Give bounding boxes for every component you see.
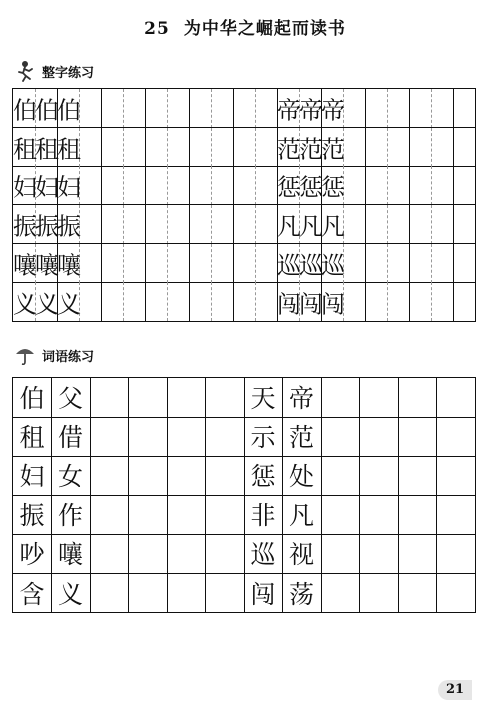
grid-cell: [35, 128, 58, 167]
grid-cell: [35, 166, 58, 205]
grid-cell: [90, 378, 129, 418]
grid-character: 非: [250, 501, 276, 531]
grid-cell: [360, 378, 399, 418]
grid-character: 作: [57, 501, 83, 531]
grid-cell: [129, 378, 168, 418]
grid-cell: [57, 89, 80, 128]
grid-cell: [321, 128, 344, 167]
grid-cell: [189, 89, 212, 128]
grid-cell: [277, 282, 300, 321]
grid-cell: [398, 573, 437, 613]
grid-cell: [255, 205, 278, 244]
grid-cell: [299, 128, 322, 167]
grid-character: 示: [250, 423, 276, 453]
grid-character: 嚷: [13, 251, 37, 280]
grid-character: 凡: [299, 212, 323, 241]
grid-cell: [437, 378, 476, 418]
grid-cell: [321, 534, 360, 574]
grid-cell: [321, 282, 344, 321]
grid-cell: [13, 456, 52, 496]
grid-cell: [189, 128, 212, 167]
grid-cell: [167, 166, 190, 205]
grid-character: 义: [35, 290, 59, 319]
grid-cell: [35, 244, 58, 283]
grid-cell: [431, 89, 454, 128]
grid-cell: [277, 89, 300, 128]
grid-character: 巡: [277, 251, 301, 280]
grid-cell: [233, 166, 256, 205]
grid-cell: [101, 205, 124, 244]
grid-cell: [233, 244, 256, 283]
grid-cell: [365, 205, 388, 244]
grid-cell: [437, 573, 476, 613]
grid-cell: [365, 244, 388, 283]
grid-cell: [167, 534, 206, 574]
grid-cell: [437, 495, 476, 535]
grid-character: 女: [57, 462, 83, 492]
word-practice-grid: [12, 377, 476, 613]
grid-cell: [167, 244, 190, 283]
grid-cell: [13, 89, 36, 128]
grid-cell: [13, 534, 52, 574]
section-header-word-practice: [14, 344, 94, 366]
grid-cell: [13, 573, 52, 613]
grid-character: 范: [321, 135, 345, 164]
grid-cell: [244, 378, 283, 418]
grid-cell: [52, 573, 91, 613]
grid-character: 闯: [250, 579, 276, 609]
grid-cell: [343, 89, 366, 128]
grid-cell: [343, 244, 366, 283]
grid-cell: [79, 166, 102, 205]
grid-cell: [360, 534, 399, 574]
grid-character: 伯: [19, 384, 45, 414]
grid-cell: [453, 128, 476, 167]
grid-character: 振: [19, 501, 45, 531]
grid-character: 振: [35, 212, 59, 241]
grid-character: 嚷: [35, 251, 59, 280]
grid-cell: [277, 166, 300, 205]
grid-character: 嚷: [57, 251, 81, 280]
grid-character: 妇: [13, 173, 37, 202]
grid-cell: [211, 205, 234, 244]
grid-cell: [409, 282, 432, 321]
grid-cell: [233, 89, 256, 128]
grid-character: 处: [288, 462, 314, 492]
grid-cell: [13, 282, 36, 321]
grid-cell: [123, 89, 146, 128]
grid-cell: [437, 417, 476, 457]
grid-cell: [321, 205, 344, 244]
grid-cell: [101, 128, 124, 167]
grid-character: 荡: [288, 579, 314, 609]
grid-cell: [387, 244, 410, 283]
grid-cell: [52, 456, 91, 496]
grid-cell: [167, 417, 206, 457]
grid-cell: [206, 495, 245, 535]
grid-cell: [189, 282, 212, 321]
page-title: [0, 14, 490, 39]
grid-cell: [431, 205, 454, 244]
grid-cell: [79, 282, 102, 321]
grid-character: 含: [19, 579, 45, 609]
grid-cell: [145, 166, 168, 205]
grid-cell: [299, 205, 322, 244]
grid-character: 惩: [277, 173, 301, 202]
grid-cell: [409, 128, 432, 167]
grid-character: 振: [57, 212, 81, 241]
grid-character: 父: [57, 384, 83, 414]
grid-cell: [387, 89, 410, 128]
grid-cell: [90, 456, 129, 496]
grid-cell: [13, 495, 52, 535]
grid-cell: [343, 282, 366, 321]
grid-cell: [321, 378, 360, 418]
grid-cell: [233, 282, 256, 321]
grid-cell: [283, 495, 322, 535]
grid-character: 巡: [321, 251, 345, 280]
grid-character: 惩: [321, 173, 345, 202]
grid-cell: [299, 89, 322, 128]
grid-cell: [57, 166, 80, 205]
grid-cell: [101, 244, 124, 283]
grid-cell: [255, 282, 278, 321]
grid-cell: [167, 456, 206, 496]
grid-cell: [90, 495, 129, 535]
grid-cell: [360, 573, 399, 613]
grid-cell: [387, 205, 410, 244]
grid-character: 范: [288, 423, 314, 453]
grid-cell: [244, 495, 283, 535]
grid-character: 凡: [277, 212, 301, 241]
grid-cell: [13, 378, 52, 418]
grid-cell: [206, 573, 245, 613]
grid-cell: [57, 244, 80, 283]
grid-cell: [277, 128, 300, 167]
grid-cell: [453, 205, 476, 244]
grid-cell: [145, 89, 168, 128]
grid-cell: [206, 417, 245, 457]
grid-cell: [431, 282, 454, 321]
grid-cell: [343, 166, 366, 205]
character-practice-grid: [12, 88, 476, 322]
grid-cell: [398, 417, 437, 457]
grid-cell: [365, 282, 388, 321]
page-number: 21: [438, 680, 472, 700]
grid-cell: [167, 282, 190, 321]
grid-cell: [211, 244, 234, 283]
grid-cell: [365, 128, 388, 167]
running-boy-icon: [14, 60, 36, 82]
grid-cell: [79, 128, 102, 167]
grid-character: 闯: [321, 290, 345, 319]
grid-character: 吵: [19, 540, 45, 570]
grid-cell: [255, 166, 278, 205]
grid-character: 伯: [13, 96, 37, 125]
grid-character: 惩: [250, 462, 276, 492]
grid-character: 借: [57, 423, 83, 453]
grid-cell: [101, 282, 124, 321]
grid-cell: [206, 378, 245, 418]
grid-cell: [167, 495, 206, 535]
grid-cell: [233, 205, 256, 244]
grid-cell: [57, 205, 80, 244]
grid-cell: [52, 378, 91, 418]
grid-cell: [398, 495, 437, 535]
grid-cell: [244, 417, 283, 457]
grid-cell: [244, 456, 283, 496]
grid-cell: [453, 89, 476, 128]
section-header-character-practice: [14, 60, 94, 82]
grid-cell: [409, 244, 432, 283]
grid-cell: [123, 166, 146, 205]
grid-cell: [360, 456, 399, 496]
grid-cell: [299, 282, 322, 321]
grid-cell: [360, 417, 399, 457]
grid-character: 闯: [277, 290, 301, 319]
grid-cell: [101, 166, 124, 205]
grid-cell: [129, 495, 168, 535]
grid-character: 巡: [250, 540, 276, 570]
grid-character: 凡: [321, 212, 345, 241]
grid-cell: [387, 166, 410, 205]
grid-cell: [321, 495, 360, 535]
grid-cell: [387, 282, 410, 321]
grid-cell: [255, 89, 278, 128]
grid-cell: [123, 244, 146, 283]
grid-cell: [123, 205, 146, 244]
grid-character: 巡: [299, 251, 323, 280]
grid-character: 义: [57, 290, 81, 319]
grid-cell: [283, 378, 322, 418]
grid-cell: [211, 128, 234, 167]
grid-cell: [431, 128, 454, 167]
grid-character: 凡: [288, 501, 314, 531]
grid-cell: [321, 244, 344, 283]
grid-cell: [145, 244, 168, 283]
section-label: 词语练习: [42, 349, 95, 365]
grid-cell: [321, 417, 360, 457]
grid-cell: [244, 573, 283, 613]
grid-cell: [283, 417, 322, 457]
grid-cell: [255, 128, 278, 167]
grid-cell: [52, 495, 91, 535]
grid-cell: [189, 205, 212, 244]
grid-cell: [167, 128, 190, 167]
grid-cell: [129, 534, 168, 574]
grid-character: 惩: [299, 173, 323, 202]
grid-character: 义: [13, 290, 37, 319]
grid-character: 租: [13, 135, 37, 164]
grid-cell: [437, 534, 476, 574]
grid-cell: [167, 89, 190, 128]
grid-cell: [90, 417, 129, 457]
grid-cell: [13, 128, 36, 167]
grid-cell: [79, 244, 102, 283]
grid-character: 闯: [299, 290, 323, 319]
grid-cell: [431, 166, 454, 205]
grid-cell: [211, 89, 234, 128]
grid-cell: [409, 166, 432, 205]
grid-cell: [398, 378, 437, 418]
grid-cell: [343, 128, 366, 167]
lesson-number: 25: [144, 19, 170, 39]
grid-character: 妇: [19, 462, 45, 492]
grid-cell: [283, 456, 322, 496]
grid-cell: [437, 456, 476, 496]
grid-cell: [321, 456, 360, 496]
grid-cell: [123, 128, 146, 167]
grid-cell: [35, 282, 58, 321]
grid-cell: [52, 534, 91, 574]
grid-cell: [431, 244, 454, 283]
grid-character: 天: [250, 384, 276, 414]
grid-cell: [129, 573, 168, 613]
grid-cell: [453, 244, 476, 283]
grid-character: 义: [57, 579, 83, 609]
grid-cell: [167, 205, 190, 244]
grid-cell: [145, 282, 168, 321]
grid-cell: [189, 166, 212, 205]
grid-cell: [453, 166, 476, 205]
grid-character: 伯: [35, 96, 59, 125]
grid-cell: [277, 244, 300, 283]
grid-cell: [365, 166, 388, 205]
grid-character: 伯: [57, 96, 81, 125]
grid-cell: [13, 205, 36, 244]
grid-cell: [409, 205, 432, 244]
grid-cell: [398, 456, 437, 496]
grid-character: 嚷: [57, 540, 83, 570]
grid-character: 帝: [277, 96, 301, 125]
grid-character: 帝: [321, 96, 345, 125]
grid-cell: [101, 89, 124, 128]
grid-cell: [343, 205, 366, 244]
grid-cell: [211, 282, 234, 321]
umbrella-icon: [14, 344, 36, 366]
grid-character: 范: [277, 135, 301, 164]
grid-cell: [52, 417, 91, 457]
grid-cell: [365, 89, 388, 128]
grid-character: 租: [57, 135, 81, 164]
grid-cell: [57, 282, 80, 321]
grid-character: 帝: [299, 96, 323, 125]
grid-cell: [79, 205, 102, 244]
grid-cell: [129, 456, 168, 496]
grid-cell: [57, 128, 80, 167]
grid-cell: [321, 166, 344, 205]
grid-cell: [211, 166, 234, 205]
grid-character: 妇: [57, 173, 81, 202]
grid-cell: [360, 495, 399, 535]
grid-cell: [283, 534, 322, 574]
grid-cell: [255, 244, 278, 283]
grid-cell: [123, 282, 146, 321]
grid-cell: [35, 89, 58, 128]
grid-cell: [145, 128, 168, 167]
grid-cell: [321, 573, 360, 613]
grid-character: 振: [13, 212, 37, 241]
grid-cell: [167, 573, 206, 613]
grid-character: 帝: [288, 384, 314, 414]
grid-character: 视: [288, 540, 314, 570]
grid-cell: [244, 534, 283, 574]
grid-character: 租: [19, 423, 45, 453]
grid-cell: [35, 205, 58, 244]
grid-cell: [13, 417, 52, 457]
grid-cell: [398, 534, 437, 574]
grid-cell: [189, 244, 212, 283]
grid-cell: [13, 166, 36, 205]
grid-cell: [299, 166, 322, 205]
lesson-title: 为中华之崛起而读书: [183, 19, 346, 39]
grid-character: 范: [299, 135, 323, 164]
grid-cell: [409, 89, 432, 128]
grid-cell: [299, 244, 322, 283]
grid-cell: [453, 282, 476, 321]
grid-cell: [145, 205, 168, 244]
grid-cell: [90, 534, 129, 574]
grid-character: 租: [35, 135, 59, 164]
grid-cell: [13, 244, 36, 283]
grid-cell: [283, 573, 322, 613]
grid-cell: [79, 89, 102, 128]
grid-cell: [233, 128, 256, 167]
grid-cell: [206, 456, 245, 496]
grid-character: 妇: [35, 173, 59, 202]
grid-cell: [206, 534, 245, 574]
grid-cell: [167, 378, 206, 418]
grid-cell: [277, 205, 300, 244]
grid-cell: [387, 128, 410, 167]
grid-cell: [129, 417, 168, 457]
section-label: 整字练习: [42, 65, 95, 81]
grid-cell: [321, 89, 344, 128]
grid-cell: [90, 573, 129, 613]
